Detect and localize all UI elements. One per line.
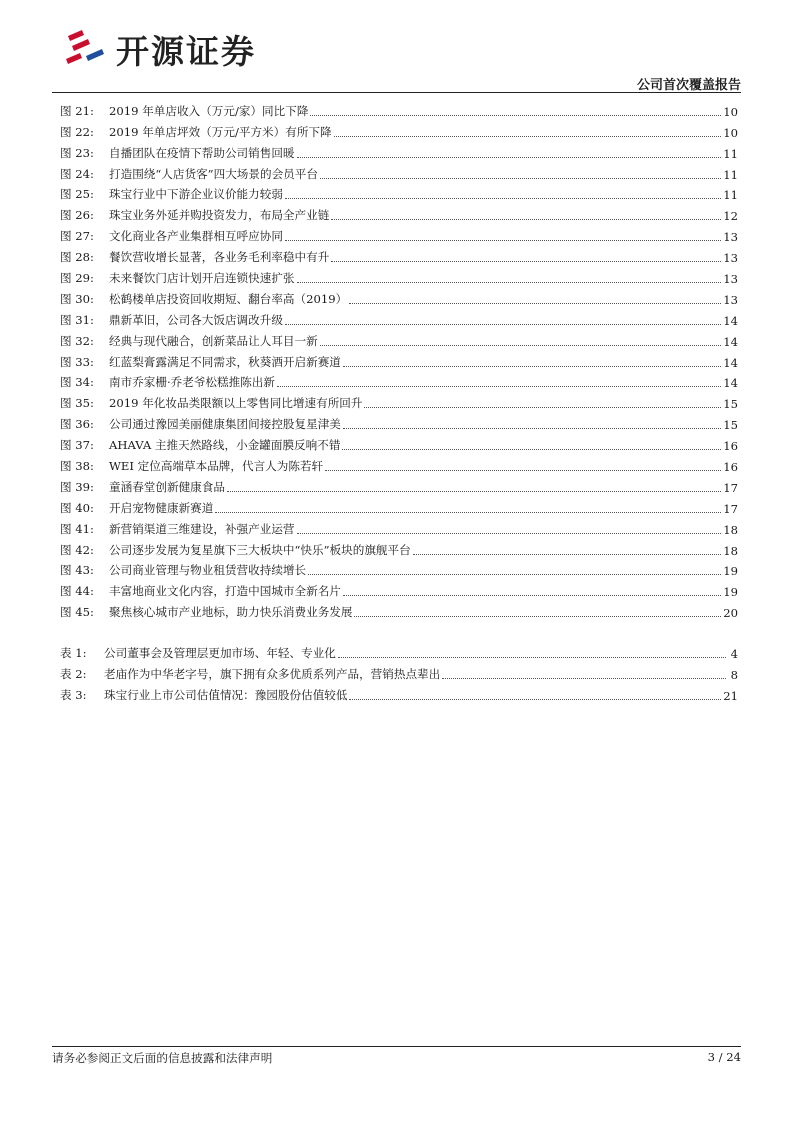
entry-title: 公司董事会及管理层更加市场、年轻、专业化 bbox=[104, 646, 336, 660]
figure-list bbox=[60, 98, 738, 620]
entry-page: 11 bbox=[723, 188, 738, 203]
entry-title: 珠宝业务外延并购投资发力，布局全产业链 bbox=[109, 208, 330, 223]
entry-page: 11 bbox=[723, 167, 738, 182]
figure-entry[interactable] bbox=[60, 558, 738, 579]
entry-title: WEI 定位高端草本品牌，代言人为陈若轩 bbox=[109, 459, 324, 474]
entry-page: 16 bbox=[723, 439, 738, 454]
entry-title: 文化商业各产业集群相互呼应协同 bbox=[109, 229, 283, 244]
entry-page: 17 bbox=[723, 480, 738, 495]
figure-entry[interactable] bbox=[60, 370, 738, 391]
leader-dots bbox=[331, 219, 721, 220]
entry-label: 表 3: bbox=[60, 688, 87, 702]
logo-text: 开源证券 bbox=[116, 31, 256, 71]
entry-page: 15 bbox=[723, 397, 738, 412]
entry-label: 图 23: bbox=[60, 145, 94, 160]
entry-label: 图 35: bbox=[60, 396, 94, 411]
entry-label: 图 44: bbox=[60, 584, 94, 599]
footer-disclaimer: 请务必参阅正文后面的信息披露和法律声明 bbox=[52, 1051, 273, 1065]
entry-label: 图 21: bbox=[60, 103, 94, 118]
entry-label: 图 37: bbox=[60, 438, 94, 453]
leader-dots bbox=[343, 595, 721, 596]
table-entry[interactable] bbox=[60, 661, 738, 682]
entry-title: 聚焦核心城市产业地标，助力快乐消费业务发展 bbox=[109, 605, 353, 620]
entry-title: 松鹤楼单店投资回收期短、翻台率高（2019） bbox=[109, 291, 348, 306]
entry-title: 开启宠物健康新赛道 bbox=[109, 500, 214, 515]
entry-label: 图 29: bbox=[60, 271, 94, 286]
entry-label: 表 2: bbox=[60, 667, 87, 681]
entry-title: 公司商业管理与物业租赁营收持续增长 bbox=[109, 563, 307, 578]
leader-dots bbox=[343, 366, 721, 367]
figure-entry[interactable] bbox=[60, 223, 738, 244]
leader-dots bbox=[308, 574, 721, 575]
entry-title: 红蓝梨膏露满足不同需求，秋葵酒开启新赛道 bbox=[109, 354, 341, 369]
entry-title: 珠宝行业中下游企业议价能力较弱 bbox=[109, 187, 283, 202]
entry-label: 图 31: bbox=[60, 312, 94, 327]
table-entry[interactable] bbox=[60, 640, 738, 661]
entry-page: 14 bbox=[723, 376, 738, 391]
footer-rule bbox=[52, 1046, 741, 1047]
entry-title: 公司通过豫园美丽健康集团间接控股复星津美 bbox=[109, 417, 341, 432]
entry-title: 自播团队在疫情下帮助公司销售回暖 bbox=[109, 145, 295, 160]
report-type: 公司首次覆盖报告 bbox=[636, 78, 741, 93]
figure-entry[interactable] bbox=[60, 265, 738, 286]
figure-entry[interactable] bbox=[60, 411, 738, 432]
entry-page: 13 bbox=[723, 272, 738, 287]
leader-dots bbox=[227, 491, 721, 492]
entry-page: 18 bbox=[723, 522, 738, 537]
entry-page: 21 bbox=[723, 689, 738, 703]
figure-entry[interactable] bbox=[60, 537, 738, 558]
page-number: 3 / 24 bbox=[707, 1050, 741, 1064]
entry-label: 图 38: bbox=[60, 459, 94, 474]
entry-title: 童涵春堂创新健康食品 bbox=[109, 479, 225, 494]
leader-dots bbox=[442, 678, 726, 679]
entry-label: 表 1: bbox=[60, 646, 87, 660]
company-logo bbox=[62, 26, 256, 72]
leader-dots bbox=[297, 157, 722, 158]
figure-entry[interactable] bbox=[60, 98, 738, 119]
entry-page: 13 bbox=[723, 292, 738, 307]
entry-label: 图 36: bbox=[60, 417, 94, 432]
entry-label: 图 30: bbox=[60, 291, 94, 306]
figure-entry[interactable] bbox=[60, 307, 738, 328]
leader-dots bbox=[297, 282, 722, 283]
leader-dots bbox=[349, 303, 721, 304]
entry-title: 2019 年化妆品类限额以上零售同比增速有所回升 bbox=[109, 396, 363, 411]
entry-title: 鼎新革旧，公司各大饭店调改升级 bbox=[109, 312, 283, 327]
leader-dots bbox=[338, 657, 726, 658]
figure-entry[interactable] bbox=[60, 516, 738, 537]
leader-dots bbox=[342, 449, 721, 450]
entry-label: 图 45: bbox=[60, 605, 94, 620]
entry-page: 11 bbox=[723, 146, 738, 161]
entry-label: 图 34: bbox=[60, 375, 94, 390]
entry-page: 20 bbox=[723, 606, 738, 621]
entry-page: 12 bbox=[723, 209, 738, 224]
entry-page: 19 bbox=[723, 564, 738, 579]
entry-label: 图 26: bbox=[60, 208, 94, 223]
leader-dots bbox=[310, 115, 721, 116]
entry-page: 15 bbox=[723, 418, 738, 433]
entry-label: 图 28: bbox=[60, 250, 94, 265]
leader-dots bbox=[320, 345, 722, 346]
entry-page: 14 bbox=[723, 334, 738, 349]
figure-entry[interactable] bbox=[60, 432, 738, 453]
leader-dots bbox=[285, 198, 721, 199]
entry-page: 13 bbox=[723, 251, 738, 266]
figure-entry[interactable] bbox=[60, 182, 738, 203]
leader-dots bbox=[285, 240, 721, 241]
entry-title: 新营销渠道三维建设，补强产业运营 bbox=[109, 521, 295, 536]
leader-dots bbox=[343, 428, 721, 429]
figure-entry[interactable] bbox=[60, 161, 738, 182]
entry-label: 图 32: bbox=[60, 333, 94, 348]
entry-page: 10 bbox=[723, 125, 738, 140]
figure-entry[interactable] bbox=[60, 599, 738, 620]
entry-page: 13 bbox=[723, 230, 738, 245]
leader-dots bbox=[354, 616, 721, 617]
entry-title: 丰富地商业文化内容，打造中国城市全新名片 bbox=[109, 584, 341, 599]
leader-dots bbox=[331, 261, 721, 262]
figure-entry[interactable] bbox=[60, 578, 738, 599]
entry-label: 图 40: bbox=[60, 500, 94, 515]
entry-title: 餐饮营收增长显著，各业务毛利率稳中有升 bbox=[109, 250, 330, 265]
entry-label: 图 42: bbox=[60, 542, 94, 557]
figure-entry[interactable] bbox=[60, 453, 738, 474]
entry-page: 19 bbox=[723, 585, 738, 600]
entry-title: 未来餐饮门店计划开启连锁快速扩张 bbox=[109, 271, 295, 286]
figure-entry[interactable] bbox=[60, 119, 738, 140]
entry-title: 南市乔家栅·乔老爷松糕推陈出新 bbox=[109, 375, 275, 390]
leader-dots bbox=[413, 554, 722, 555]
entry-title: 打造围绕“人店货客”四大场景的会员平台 bbox=[109, 166, 318, 181]
figure-entry[interactable] bbox=[60, 328, 738, 349]
leader-dots bbox=[325, 470, 721, 471]
leader-dots bbox=[334, 136, 722, 137]
leader-dots bbox=[277, 386, 721, 387]
header-rule bbox=[52, 92, 741, 93]
figure-entry[interactable] bbox=[60, 286, 738, 307]
leader-dots bbox=[215, 512, 721, 513]
entry-page: 14 bbox=[723, 313, 738, 328]
figure-entry[interactable] bbox=[60, 140, 738, 161]
entry-page: 17 bbox=[723, 501, 738, 516]
figure-entry[interactable] bbox=[60, 244, 738, 265]
figure-entry[interactable] bbox=[60, 349, 738, 370]
entry-title: 经典与现代融合，创新菜品让人耳目一新 bbox=[109, 333, 318, 348]
entry-label: 图 27: bbox=[60, 229, 94, 244]
entry-page: 14 bbox=[723, 355, 738, 370]
table-entry[interactable] bbox=[60, 682, 738, 703]
figure-entry[interactable] bbox=[60, 474, 738, 495]
logo-mark-icon bbox=[62, 26, 108, 72]
leader-dots bbox=[285, 324, 721, 325]
leader-dots bbox=[297, 533, 722, 534]
entry-page: 4 bbox=[730, 647, 738, 661]
entry-label: 图 41: bbox=[60, 521, 94, 536]
entry-title: 2019 年单店收入（万元/家）同比下降 bbox=[109, 103, 309, 118]
figure-entry[interactable] bbox=[60, 495, 738, 516]
figure-entry[interactable] bbox=[60, 390, 738, 411]
entry-page: 8 bbox=[730, 668, 738, 682]
entry-title: 珠宝行业上市公司估值情况：豫园股份估值较低 bbox=[104, 688, 348, 702]
entry-page: 10 bbox=[723, 104, 738, 119]
entry-page: 16 bbox=[723, 460, 738, 475]
entry-title: AHAVA 主推天然路线，小金罐面膜反响不错 bbox=[109, 438, 341, 453]
entry-label: 图 33: bbox=[60, 354, 94, 369]
entry-page: 18 bbox=[723, 543, 738, 558]
leader-dots bbox=[320, 178, 721, 179]
entry-label: 图 22: bbox=[60, 124, 94, 139]
leader-dots bbox=[364, 407, 721, 408]
entry-title: 老庙作为中华老字号，旗下拥有众多优质系列产品，营销热点辈出 bbox=[104, 667, 441, 681]
entry-title: 2019 年单店坪效（万元/平方米）有所下降 bbox=[109, 124, 332, 139]
leader-dots bbox=[349, 699, 721, 700]
entry-title: 公司逐步发展为复星旗下三大板块中“快乐”板块的旗舰平台 bbox=[109, 542, 411, 557]
table-list bbox=[60, 640, 738, 703]
entry-label: 图 24: bbox=[60, 166, 94, 181]
entry-label: 图 43: bbox=[60, 563, 94, 578]
figure-entry[interactable] bbox=[60, 202, 738, 223]
entry-label: 图 25: bbox=[60, 187, 94, 202]
entry-label: 图 39: bbox=[60, 479, 94, 494]
